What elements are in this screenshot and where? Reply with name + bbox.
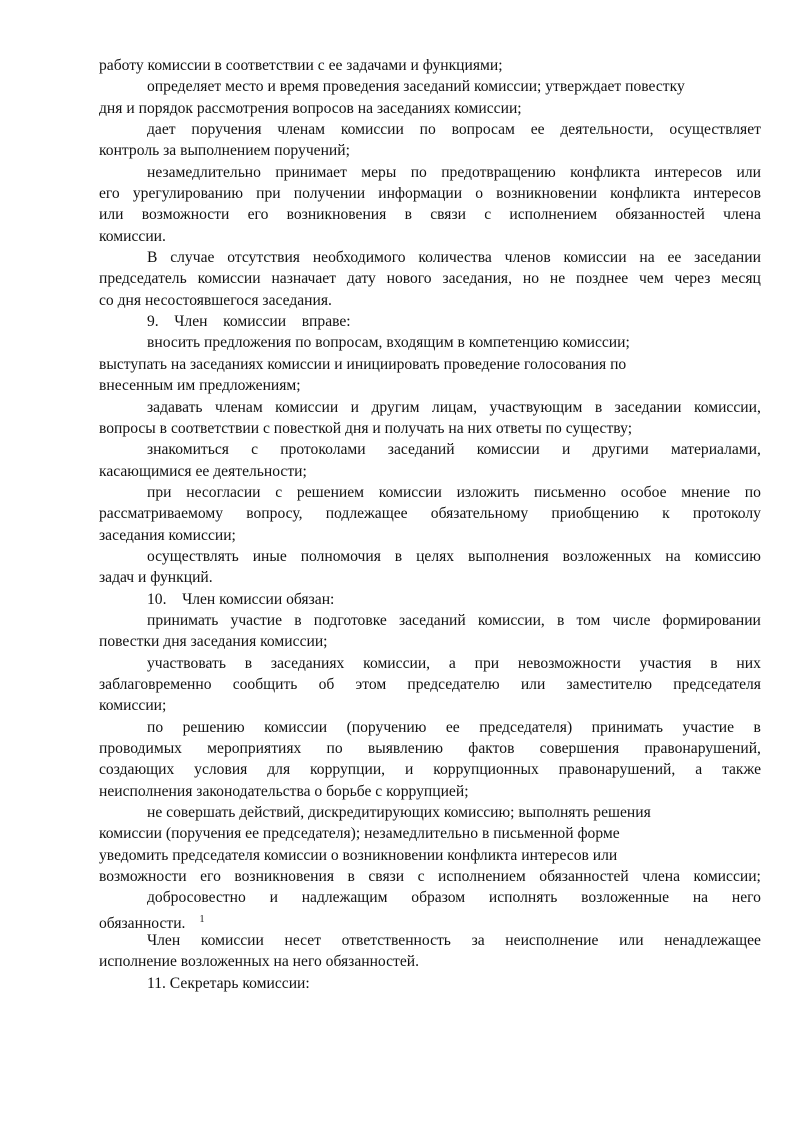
word: них: [736, 654, 761, 672]
word: председателя: [673, 675, 761, 693]
word: в: [404, 206, 412, 224]
word: особое: [620, 483, 667, 501]
word: или: [619, 932, 644, 950]
word: дату: [346, 270, 376, 288]
word: иные: [252, 547, 287, 565]
word: интересов: [693, 185, 761, 203]
text-line-content: комиссии;: [99, 697, 167, 715]
word: также: [722, 761, 761, 779]
text-line-content: дня и порядок рассмотрения вопросов на заседаниях комиссии;: [99, 99, 522, 117]
text-line-content: 10. Член комиссии обязан:: [147, 590, 335, 608]
word: принимать: [147, 611, 219, 629]
text-line-content: определяет место и время проведения заседаний комиссии; утверждает повестку: [147, 78, 685, 96]
text-line: [99, 887, 761, 908]
word: но: [522, 270, 540, 288]
word: задавать: [147, 398, 203, 416]
text-line: [99, 717, 761, 738]
word: выполнения: [468, 547, 549, 565]
word: его: [99, 185, 120, 203]
text-line: [99, 525, 761, 546]
word: формировании: [662, 611, 761, 629]
text-line-content: комиссии.: [99, 227, 166, 245]
word: на: [639, 249, 655, 267]
word: комиссии: [197, 270, 261, 288]
word: заместителю: [566, 675, 653, 693]
text-line: [99, 589, 761, 610]
text-line: [99, 162, 761, 183]
word: этом: [355, 675, 387, 693]
text-line-content: 11. Секретарь комиссии:: [147, 974, 310, 992]
word: письменно: [534, 483, 607, 501]
word: деятельности,: [560, 121, 654, 139]
word: за: [471, 932, 485, 950]
word: комиссии: [200, 932, 264, 950]
word: другим: [371, 398, 420, 416]
word: случае: [170, 249, 215, 267]
word: осуществляет: [669, 121, 761, 139]
word: участвующим: [489, 398, 583, 416]
word: предотвращению: [441, 163, 556, 181]
word: заседаниях: [270, 654, 345, 672]
text-line-content: внесенным им предложениям;: [99, 377, 301, 395]
word: коррупционных: [433, 761, 539, 779]
word: получении: [293, 185, 366, 203]
word: участия: [639, 654, 692, 672]
text-line: [99, 781, 761, 802]
word: обязанностей: [539, 868, 629, 886]
word: решением: [296, 483, 365, 501]
text-line: [99, 610, 761, 631]
word: комиссии,: [477, 611, 545, 629]
text-line: [99, 226, 761, 247]
text-line: [99, 482, 761, 503]
word: мероприятиях: [207, 740, 302, 757]
text-line: [99, 98, 761, 119]
word: добросовестно: [147, 889, 246, 907]
word: невозможности: [517, 654, 621, 672]
word: не: [549, 270, 566, 288]
word: создающих: [99, 761, 175, 779]
text-line-content: контроль за выполнением поручений;: [99, 142, 350, 160]
word: комиссию: [694, 547, 761, 565]
word: приобщению: [551, 505, 639, 523]
word: чем: [639, 270, 664, 288]
word: исполнять: [488, 889, 558, 907]
word: возникновения: [286, 206, 387, 224]
word: в: [347, 868, 355, 886]
word: назначает: [271, 270, 337, 288]
word: членам: [215, 398, 263, 416]
word: комиссии,: [363, 654, 431, 672]
text-line: [99, 759, 761, 780]
text-line: [99, 119, 761, 140]
text-line: [99, 247, 761, 268]
word: при: [474, 654, 500, 672]
word: члена: [642, 868, 681, 886]
word: заседаний: [387, 441, 455, 459]
word: том: [576, 611, 601, 629]
text-line-content: со дня несостоявшегося заседания.: [99, 291, 332, 309]
word: или: [99, 206, 124, 224]
text-line: [99, 375, 761, 396]
word: условия: [194, 761, 248, 779]
word: В: [147, 249, 158, 267]
text-line: [99, 461, 761, 482]
word: в: [556, 611, 565, 629]
word: связи: [430, 206, 466, 224]
word: подготовке: [313, 611, 387, 629]
word: через: [674, 270, 711, 288]
word: комиссии: [340, 121, 404, 139]
word: связи: [368, 868, 405, 886]
text-line: [99, 845, 761, 866]
word: или: [736, 163, 761, 181]
word: принимать: [591, 718, 664, 736]
word: заседании: [694, 249, 761, 267]
word: месяц: [721, 270, 761, 288]
word: обязательному: [430, 505, 529, 523]
word: него: [731, 889, 761, 907]
text-line-content: повестки дня заседания комиссии;: [99, 633, 328, 651]
word: с: [275, 483, 283, 501]
text-line-content: задач и функций.: [99, 569, 213, 587]
document-body: [99, 55, 761, 994]
word: в: [294, 611, 302, 629]
text-line-content: не совершать действий, дискредитирующих комиссию; выполнять решения: [147, 804, 651, 822]
text-line-content: 9. Член комиссии вправе:: [147, 313, 351, 331]
word: мнение: [681, 483, 731, 501]
word: нового: [386, 270, 432, 288]
text-line: [99, 290, 761, 311]
word: незамедлительно: [147, 163, 261, 181]
word: коррупции,: [310, 761, 386, 779]
word: членам: [277, 121, 326, 139]
text-line: [99, 268, 761, 289]
word: материалами,: [670, 441, 761, 459]
word: количества: [418, 249, 492, 267]
text-line-content: вносить предложения по вопросам, входящим в компетенцию комиссии;: [147, 334, 630, 352]
word: и: [561, 441, 571, 459]
word: целях: [416, 547, 455, 565]
word: надлежащим: [301, 889, 388, 907]
word: участие: [682, 718, 735, 736]
text-line: [99, 354, 761, 375]
text-line: [99, 439, 761, 460]
word: ее: [445, 718, 460, 736]
word: по: [419, 121, 436, 139]
text-line: [99, 738, 761, 759]
word: конфликта: [610, 185, 681, 203]
text-line: [99, 183, 761, 204]
word: комиссии: [275, 398, 339, 416]
word: комиссии: [378, 483, 442, 501]
word: фактов: [468, 740, 515, 757]
word: члена: [723, 206, 761, 224]
text-line: [99, 55, 761, 76]
word: или: [520, 675, 546, 693]
word: возможности: [141, 206, 230, 224]
word: в: [710, 654, 718, 672]
word: несогласии: [186, 483, 261, 501]
word: председатель: [99, 270, 187, 288]
word: проводимых: [99, 740, 182, 757]
word: вопросам: [451, 121, 515, 139]
word: исполнением: [509, 206, 598, 224]
word: урегулированию: [132, 185, 244, 203]
word: меры: [361, 163, 397, 181]
word: при: [147, 483, 172, 501]
word: при: [256, 185, 281, 203]
word: рассматриваемому: [99, 505, 224, 523]
text-line: [99, 567, 761, 588]
word: сообщить: [232, 675, 298, 693]
word: другими: [592, 441, 649, 459]
word: знакомиться: [147, 441, 229, 459]
word: подлежащее: [325, 505, 408, 523]
word: возможности: [99, 868, 187, 886]
word: с: [417, 868, 425, 886]
word: конфликта: [570, 163, 641, 181]
word: по: [326, 740, 343, 757]
word: отсутствия: [227, 249, 300, 267]
text-line: [99, 397, 761, 418]
word: Член: [147, 932, 181, 950]
text-line: [99, 930, 761, 951]
word: в: [753, 718, 761, 736]
word: ее: [530, 121, 545, 139]
word: образом: [411, 889, 466, 907]
text-line: [99, 909, 761, 930]
word: правонарушений,: [644, 740, 761, 757]
word: протоколами: [280, 441, 366, 459]
text-line: [99, 311, 761, 332]
word: принимает: [275, 163, 347, 181]
text-line-content: вопросы в соответствии с повесткой дня и получать на них ответы по существу;: [99, 419, 633, 437]
word: заседания,: [442, 270, 512, 288]
word: о: [475, 185, 484, 203]
word: (поручению: [346, 718, 427, 736]
word: участие: [230, 611, 283, 629]
word: с: [251, 441, 259, 459]
word: на: [692, 889, 709, 907]
word: вопросу,: [246, 505, 303, 523]
word: в: [244, 654, 253, 672]
text-line-content: заседания комиссии;: [99, 526, 236, 544]
word: дает: [147, 121, 176, 139]
text-line: [99, 973, 761, 994]
word: неисполнение: [505, 932, 599, 950]
text-line: [99, 418, 761, 439]
word: и: [404, 761, 414, 779]
word: ее: [667, 249, 682, 267]
word: его: [200, 868, 221, 886]
word: в: [394, 547, 403, 565]
word: позднее: [576, 270, 629, 288]
word: совершения: [539, 740, 620, 757]
word: осуществлять: [147, 547, 239, 565]
word: протоколу: [692, 505, 761, 523]
word: к: [662, 505, 670, 523]
word: в: [594, 398, 603, 416]
word: комиссии: [563, 249, 627, 267]
text-line: [99, 823, 761, 844]
word: а: [448, 654, 456, 672]
word: заблаговременно: [99, 675, 212, 693]
word: для: [267, 761, 291, 779]
word: изложить: [456, 483, 520, 501]
word: заседании: [614, 398, 682, 416]
text-line-content: выступать на заседаниях комиссии и инициировать проведение голосования по: [99, 355, 627, 373]
text-line: [99, 802, 761, 823]
word: и: [350, 398, 360, 416]
text-line: [99, 653, 761, 674]
word: необходимого: [312, 249, 406, 267]
word: комиссии,: [693, 398, 761, 416]
word: исполнением: [438, 868, 526, 886]
text-line-content: работу комиссии в соответствии с ее задачами и функциями;: [99, 57, 503, 74]
word: ненадлежащее: [664, 932, 761, 950]
word: информации: [378, 185, 463, 203]
word: решению: [182, 718, 245, 736]
word: интересов: [654, 163, 723, 181]
text-line: [99, 951, 761, 972]
footnote-marker[interactable]: 1: [199, 913, 205, 925]
word: комиссии;: [693, 868, 761, 886]
word: комиссии: [476, 441, 540, 459]
word: поручения: [191, 121, 262, 139]
text-line: [99, 503, 761, 524]
text-line: [99, 695, 761, 716]
word: ответственность: [341, 932, 451, 950]
text-line-content: комиссии (поручения ее председателя); незамедлительно в письменной форме: [99, 825, 620, 843]
text-line: [99, 674, 761, 695]
word: обязанностей: [615, 206, 705, 224]
word: заседаний: [398, 611, 466, 629]
word: а: [695, 761, 703, 779]
word: возложенные: [581, 889, 670, 907]
text-line-content: неисполнения законодательства о борьбе с коррупцией;: [99, 782, 469, 800]
text-line: [99, 866, 761, 887]
text-line: [99, 546, 761, 567]
word: его: [247, 206, 269, 224]
text-line-content: обязанности.: [99, 914, 186, 932]
word: членов: [504, 249, 551, 267]
word: возложенных: [562, 547, 652, 565]
word: на: [665, 547, 681, 565]
text-line: [99, 140, 761, 161]
word: с: [484, 206, 492, 224]
word: несет: [284, 932, 322, 950]
word: возникновении: [496, 185, 598, 203]
text-line-content: касающимися ее деятельности;: [99, 462, 307, 480]
word: председателя): [479, 718, 573, 736]
text-line: [99, 332, 761, 353]
text-line: [99, 631, 761, 652]
word: участвовать: [147, 654, 226, 672]
text-line: [99, 204, 761, 225]
word: председателю: [407, 675, 500, 693]
word: правонарушений,: [558, 761, 676, 779]
word: по: [744, 483, 761, 501]
word: по: [410, 163, 427, 181]
word: комиссии: [264, 718, 328, 736]
word: возникновения: [234, 868, 335, 886]
word: полномочия: [300, 547, 381, 565]
word: выявлению: [367, 740, 444, 757]
text-line-content: исполнение возложенных на него обязанностей.: [99, 953, 420, 971]
text-line: [99, 76, 761, 97]
word: и: [269, 889, 278, 907]
text-line-content: уведомить председателя комиссии о возникновении конфликта интересов или: [99, 846, 618, 864]
word: лицам,: [431, 398, 478, 416]
word: по: [147, 718, 164, 736]
word: числе: [612, 611, 651, 629]
word: об: [318, 675, 335, 693]
